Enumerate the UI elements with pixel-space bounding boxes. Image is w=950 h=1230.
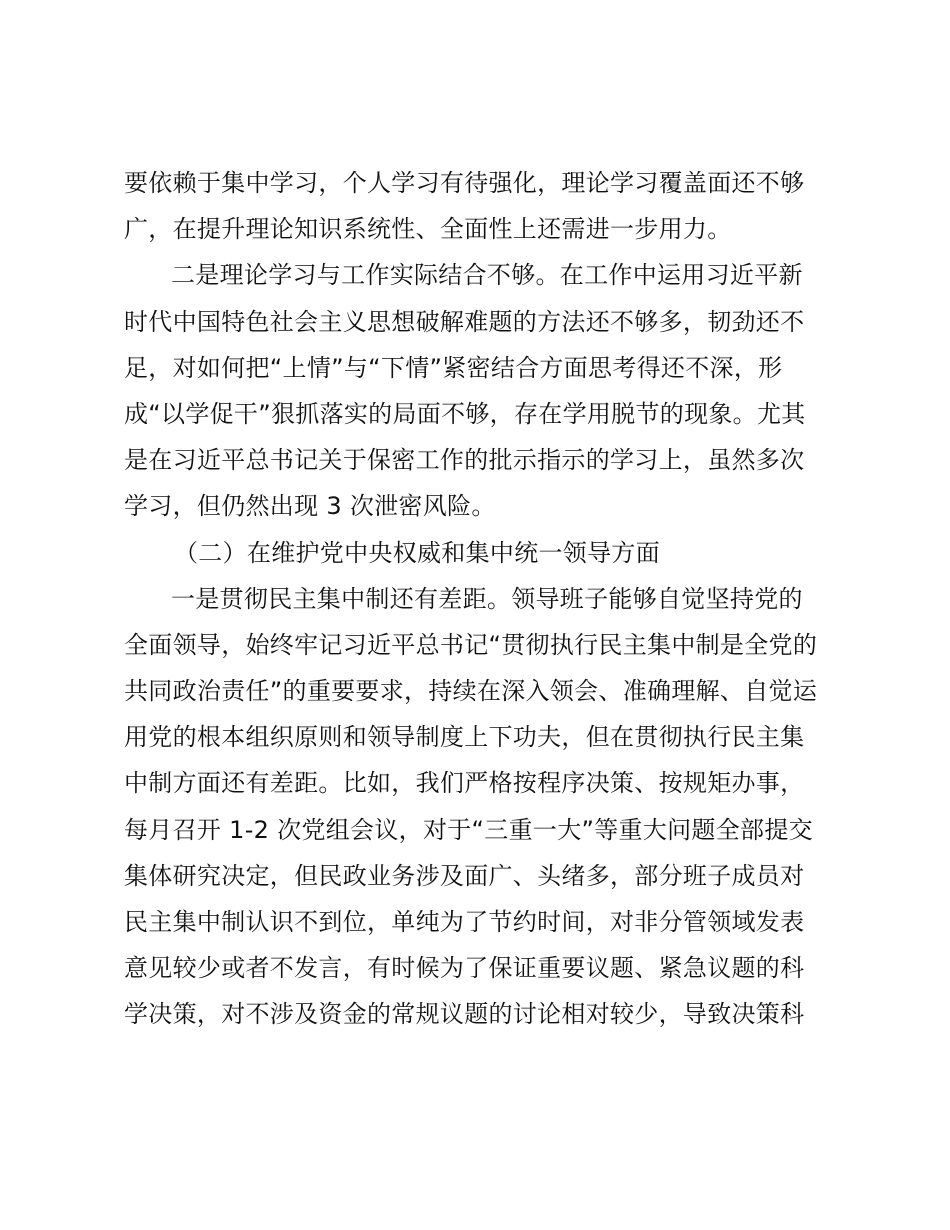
text-line: 广，在提升理论知识系统性、全面性上还需进一步用力。: [124, 215, 732, 244]
document-body: [124, 160, 836, 1038]
text-line: 每月召开 1-2 次党组会议，对于“三重一大”等重大问题全部提交: [124, 815, 813, 844]
text-line: 足，对如何把“上情”与“下情”紧密结合方面思考得还不深，形: [124, 353, 783, 382]
section-heading: （二）在维护党中央权威和集中统一领导方面: [174, 538, 660, 567]
text-line: 集体研究决定，但民政业务涉及面广、头绪多，部分班子成员对: [124, 861, 805, 890]
text-line: 意见较少或者不发言，有时候为了保证重要议题、紧急议题的科: [124, 954, 805, 983]
text-line: 用党的根本组织原则和领导制度上下功夫，但在贯彻执行民主集: [124, 723, 805, 752]
text-line: 民主集中制认识不到位，单纯为了节约时间，对非分管领域发表: [124, 908, 805, 936]
text-line: 全面领导，始终牢记习近平总书记“贯彻执行民主集中制是全党的: [124, 630, 818, 659]
paragraph-start-line: 二是理论学习与工作实际结合不够。在工作中运用习近平新: [171, 261, 803, 290]
text-line: 中制方面还有差距。比如，我们严格按程序决策、按规矩办事，: [124, 769, 805, 798]
text-line: 时代中国特色社会主义思想破解难题的方法还不够多，韧劲还不: [124, 307, 805, 336]
text-line: 是在习近平总书记关于保密工作的批示指示的学习上，虽然多次: [124, 446, 805, 475]
text-line: 要依赖于集中学习，个人学习有待强化，理论学习覆盖面还不够: [124, 169, 805, 197]
text-line: 学习，但仍然出现 3 次泄密风险。: [124, 492, 496, 521]
paragraph-start-line: 一是贯彻民主集中制还有差距。领导班子能够自觉坚持党的: [171, 584, 803, 613]
text-line: 共同政治责任”的重要要求，持续在深入领会、准确理解、自觉运: [124, 677, 818, 706]
text-line: 成“以学促干”狠抓落实的局面不够，存在学用脱节的现象。尤其: [124, 399, 806, 428]
text-line: 学决策，对不涉及资金的常规议题的讨论相对较少，导致决策科: [124, 1000, 805, 1029]
